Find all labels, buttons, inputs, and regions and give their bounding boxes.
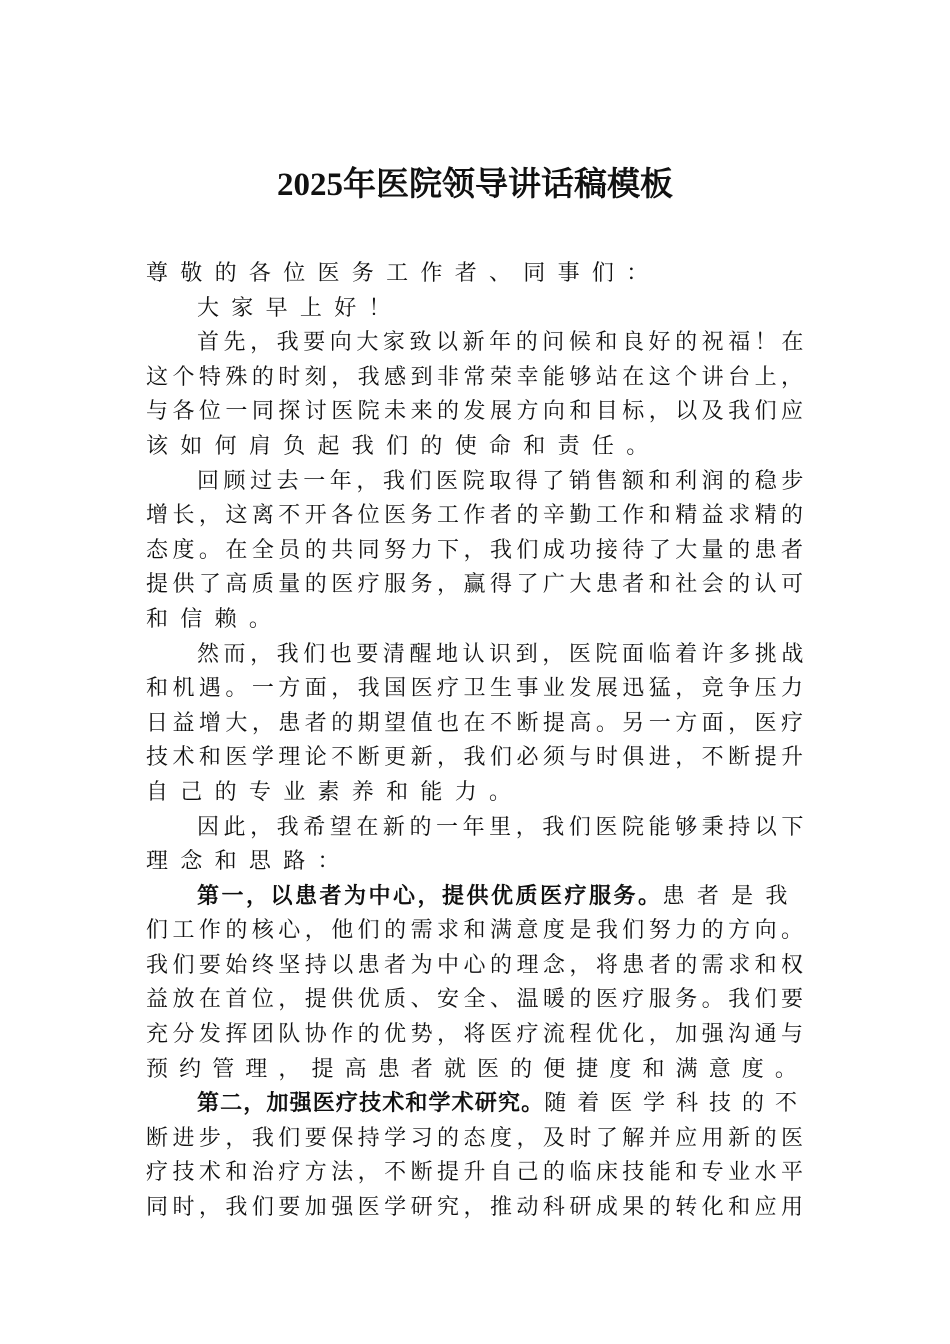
line-text: 同时，我们要加强医学研究，推动科研成果的转化和应用 — [146, 1195, 808, 1221]
line-text: 日益增大，患者的期望值也在不断提高。另一方面，医疗 — [146, 710, 808, 736]
line-text: 技术和医学理论不断更新，我们必须与时俱进，不断提升 — [146, 745, 808, 771]
paragraph-line — [146, 499, 808, 534]
paragraph-line — [146, 292, 808, 327]
paragraph-line — [146, 326, 808, 361]
paragraph-line — [146, 914, 808, 949]
paragraph-line — [146, 257, 808, 292]
line-text: 该如何肩负起我们的使命和责任。 — [146, 433, 661, 459]
line-text: 和信赖。 — [146, 606, 284, 632]
paragraph-line — [146, 568, 808, 603]
bold-heading-text: 第二，加强医疗技术和学术研究。 — [197, 1091, 545, 1117]
paragraph-line — [146, 811, 808, 846]
paragraph-line — [146, 776, 808, 811]
line-text: 患者是我 — [662, 883, 800, 909]
paragraph-line — [146, 880, 808, 915]
paragraph-line — [146, 983, 808, 1018]
paragraph-line — [146, 672, 808, 707]
line-text: 理念和思路： — [146, 849, 352, 875]
line-text: 大家早上好！ — [197, 295, 403, 321]
line-text: 尊敬的各位医务工作者、同事们： — [146, 261, 661, 286]
paragraph-line — [146, 638, 808, 673]
paragraph-line — [146, 430, 808, 465]
bold-heading-text: 第一，以患者为中心，提供优质医疗服务。 — [197, 883, 663, 909]
paragraph-line — [146, 707, 808, 742]
line-text: 与各位一同探讨医院未来的发展方向和目标，以及我们应 — [146, 399, 808, 425]
paragraph-line — [146, 603, 808, 638]
document-title: 2025年医院领导讲话稿模板 — [277, 167, 673, 203]
paragraph-line — [146, 465, 808, 500]
paragraph-line — [146, 741, 808, 776]
paragraph-line — [146, 1053, 808, 1088]
paragraph-line — [146, 1156, 808, 1191]
line-text: 增长，这离不开各位医务工作者的辛勤工作和精益求精的 — [146, 503, 808, 529]
line-text: 们工作的核心，他们的需求和满意度是我们努力的方向。 — [146, 918, 808, 944]
paragraph-line — [146, 1191, 808, 1226]
line-text: 提供了高质量的医疗服务，赢得了广大患者和社会的认可 — [146, 572, 808, 598]
paragraph-line — [146, 534, 808, 569]
line-text: 和机遇。一方面，我国医疗卫生事业发展迅猛，竞争压力 — [146, 676, 808, 702]
line-text: 态度。在全员的共同努力下，我们成功接待了大量的患者 — [146, 537, 808, 563]
line-text: 益放在首位，提供优质、安全、温暖的医疗服务。我们要 — [146, 987, 808, 1013]
paragraph-line — [146, 845, 808, 880]
document-body — [146, 257, 808, 1226]
paragraph-line — [146, 1018, 808, 1053]
paragraph-line — [146, 361, 808, 396]
paragraph-line — [146, 1122, 808, 1157]
line-text: 自己的专业素养和能力。 — [146, 779, 524, 805]
line-text: 我们要始终坚持以患者为中心的理念，将患者的需求和权 — [146, 952, 808, 978]
line-text: 这个特殊的时刻，我感到非常荣幸能够站在这个讲台上， — [146, 364, 808, 390]
paragraph-line — [146, 395, 808, 430]
line-text: 随着医学科技的不 — [544, 1091, 808, 1117]
paragraph-line — [146, 949, 808, 984]
line-text: 疗技术和治疗方法，不断提升自己的临床技能和专业水平 — [146, 1160, 808, 1186]
line-text: 首先，我要向大家致以新年的问候和良好的祝福！在 — [197, 330, 808, 356]
line-text: 回顾过去一年，我们医院取得了销售额和利润的稳步 — [197, 468, 808, 494]
line-text: 充分发挥团队协作的优势，将医疗流程优化，加强沟通与 — [146, 1022, 808, 1048]
paragraph-line — [146, 1087, 808, 1122]
line-text: 因此，我希望在新的一年里，我们医院能够秉持以下 — [197, 814, 808, 840]
line-text: 然而，我们也要清醒地认识到，医院面临着许多挑战 — [197, 641, 808, 667]
line-text: 断进步，我们要保持学习的态度，及时了解并应用新的医 — [146, 1125, 808, 1151]
line-text: 预约管理，提高患者就医的便捷度和满意度。 — [146, 1056, 809, 1082]
